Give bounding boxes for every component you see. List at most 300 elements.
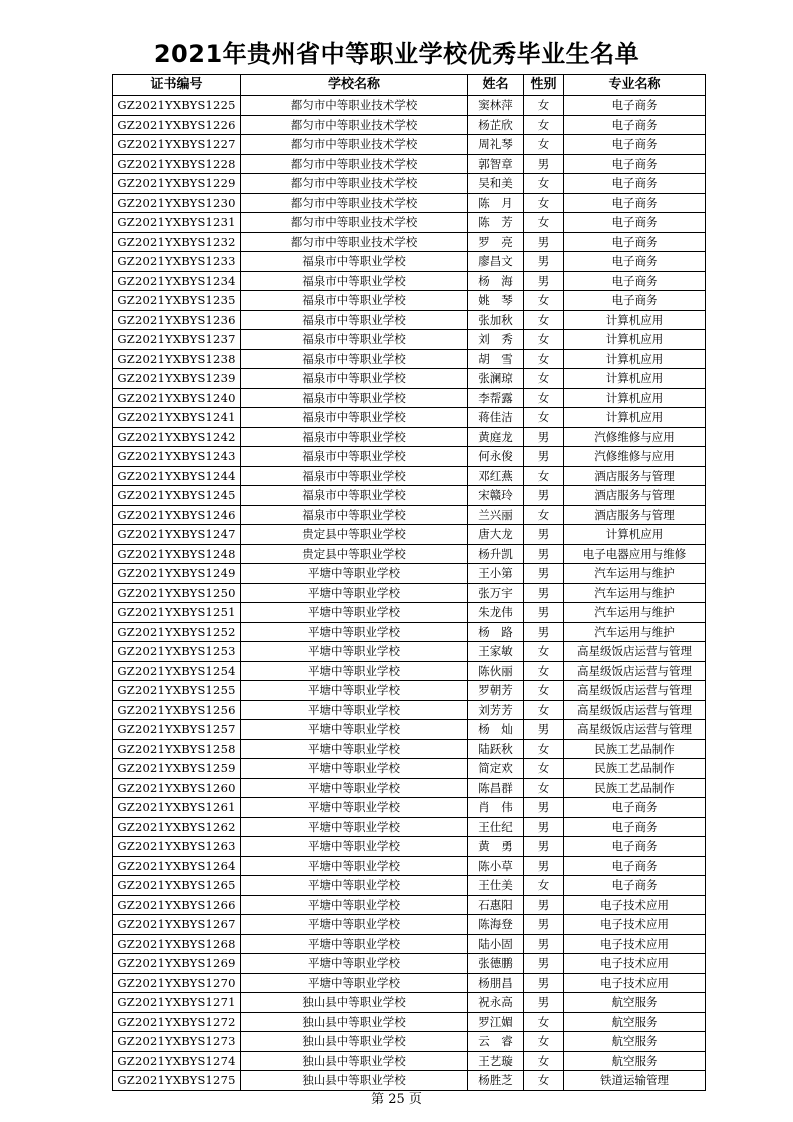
gender-cell: 女 <box>524 778 564 798</box>
school-name-cell: 平塘中等职业学校 <box>241 934 468 954</box>
major-cell: 电子商务 <box>564 174 706 194</box>
major-cell: 电子技术应用 <box>564 915 706 935</box>
cert-number-cell: GZ2021YXBYS1236 <box>113 310 241 330</box>
school-name-cell: 福泉市中等职业学校 <box>241 427 468 447</box>
school-name-cell: 平塘中等职业学校 <box>241 720 468 740</box>
student-name-cell: 唐大龙 <box>468 525 524 545</box>
gender-cell: 男 <box>524 837 564 857</box>
student-name-cell: 肖 伟 <box>468 798 524 818</box>
table-row <box>113 759 706 779</box>
school-name-cell: 平塘中等职业学校 <box>241 798 468 818</box>
table-row <box>113 720 706 740</box>
major-cell: 航空服务 <box>564 1051 706 1071</box>
student-name-cell: 王仕美 <box>468 876 524 896</box>
major-cell: 民族工艺品制作 <box>564 759 706 779</box>
cert-number-cell: GZ2021YXBYS1267 <box>113 915 241 935</box>
school-name-cell: 福泉市中等职业学校 <box>241 408 468 428</box>
cert-number-cell: GZ2021YXBYS1249 <box>113 564 241 584</box>
table-row <box>113 837 706 857</box>
student-name-cell: 陈昌群 <box>468 778 524 798</box>
cert-number-cell: GZ2021YXBYS1237 <box>113 330 241 350</box>
cert-number-cell: GZ2021YXBYS1270 <box>113 973 241 993</box>
header-student-name: 姓名 <box>468 75 524 96</box>
table-row <box>113 622 706 642</box>
student-name-cell: 黄 勇 <box>468 837 524 857</box>
school-name-cell: 福泉市中等职业学校 <box>241 291 468 311</box>
major-cell: 计算机应用 <box>564 369 706 389</box>
student-name-cell: 杨胜芝 <box>468 1071 524 1091</box>
cert-number-cell: GZ2021YXBYS1252 <box>113 622 241 642</box>
student-name-cell: 陈海登 <box>468 915 524 935</box>
student-name-cell: 陈伙丽 <box>468 661 524 681</box>
student-name-cell: 刘芳芳 <box>468 700 524 720</box>
table-row <box>113 252 706 272</box>
gender-cell: 男 <box>524 895 564 915</box>
student-name-cell: 黄庭龙 <box>468 427 524 447</box>
school-name-cell: 平塘中等职业学校 <box>241 603 468 623</box>
major-cell: 电子商务 <box>564 154 706 174</box>
major-cell: 汽车运用与维护 <box>564 622 706 642</box>
cert-number-cell: GZ2021YXBYS1244 <box>113 466 241 486</box>
gender-cell: 女 <box>524 505 564 525</box>
table-row <box>113 544 706 564</box>
table-row <box>113 876 706 896</box>
student-name-cell: 陈 月 <box>468 193 524 213</box>
gender-cell: 女 <box>524 135 564 155</box>
student-name-cell: 宋赣玲 <box>468 486 524 506</box>
table-row <box>113 993 706 1013</box>
school-name-cell: 平塘中等职业学校 <box>241 817 468 837</box>
student-name-cell: 郭智章 <box>468 154 524 174</box>
student-name-cell: 蒋佳洁 <box>468 408 524 428</box>
table-row <box>113 603 706 623</box>
school-name-cell: 独山县中等职业学校 <box>241 1051 468 1071</box>
student-name-cell: 张澜琼 <box>468 369 524 389</box>
major-cell: 电子商务 <box>564 876 706 896</box>
table-row <box>113 1012 706 1032</box>
cert-number-cell: GZ2021YXBYS1262 <box>113 817 241 837</box>
major-cell: 电子商务 <box>564 96 706 116</box>
major-cell: 电子商务 <box>564 817 706 837</box>
school-name-cell: 平塘中等职业学校 <box>241 661 468 681</box>
gender-cell: 女 <box>524 739 564 759</box>
student-name-cell: 邓红燕 <box>468 466 524 486</box>
gender-cell: 女 <box>524 291 564 311</box>
table-row <box>113 486 706 506</box>
major-cell: 高星级饭店运营与管理 <box>564 642 706 662</box>
gender-cell: 女 <box>524 349 564 369</box>
table-row <box>113 174 706 194</box>
header-cert-number: 证书编号 <box>113 75 241 96</box>
table-header-row <box>113 75 706 96</box>
student-name-cell: 罗朝芳 <box>468 681 524 701</box>
cert-number-cell: GZ2021YXBYS1235 <box>113 291 241 311</box>
cert-number-cell: GZ2021YXBYS1275 <box>113 1071 241 1091</box>
major-cell: 计算机应用 <box>564 408 706 428</box>
school-name-cell: 贵定县中等职业学校 <box>241 544 468 564</box>
table-row <box>113 408 706 428</box>
table-row <box>113 739 706 759</box>
school-name-cell: 福泉市中等职业学校 <box>241 271 468 291</box>
cert-number-cell: GZ2021YXBYS1255 <box>113 681 241 701</box>
cert-number-cell: GZ2021YXBYS1253 <box>113 642 241 662</box>
major-cell: 电子商务 <box>564 798 706 818</box>
major-cell: 酒店服务与管理 <box>564 486 706 506</box>
school-name-cell: 都匀市中等职业技术学校 <box>241 115 468 135</box>
cert-number-cell: GZ2021YXBYS1229 <box>113 174 241 194</box>
cert-number-cell: GZ2021YXBYS1241 <box>113 408 241 428</box>
table-row <box>113 564 706 584</box>
table-row <box>113 1051 706 1071</box>
gender-cell: 男 <box>524 232 564 252</box>
cert-number-cell: GZ2021YXBYS1261 <box>113 798 241 818</box>
major-cell: 汽车运用与维护 <box>564 583 706 603</box>
cert-number-cell: GZ2021YXBYS1240 <box>113 388 241 408</box>
major-cell: 电子商务 <box>564 193 706 213</box>
cert-number-cell: GZ2021YXBYS1272 <box>113 1012 241 1032</box>
table-row <box>113 817 706 837</box>
gender-cell: 女 <box>524 1032 564 1052</box>
table-row <box>113 1032 706 1052</box>
student-name-cell: 云 睿 <box>468 1032 524 1052</box>
table-row <box>113 193 706 213</box>
cert-number-cell: GZ2021YXBYS1268 <box>113 934 241 954</box>
school-name-cell: 都匀市中等职业技术学校 <box>241 232 468 252</box>
school-name-cell: 都匀市中等职业技术学校 <box>241 154 468 174</box>
cert-number-cell: GZ2021YXBYS1264 <box>113 856 241 876</box>
student-name-cell: 陈 芳 <box>468 213 524 233</box>
student-name-cell: 吴和美 <box>468 174 524 194</box>
cert-number-cell: GZ2021YXBYS1226 <box>113 115 241 135</box>
school-name-cell: 都匀市中等职业技术学校 <box>241 193 468 213</box>
major-cell: 计算机应用 <box>564 388 706 408</box>
table-row <box>113 96 706 116</box>
school-name-cell: 福泉市中等职业学校 <box>241 388 468 408</box>
gender-cell: 女 <box>524 642 564 662</box>
cert-number-cell: GZ2021YXBYS1232 <box>113 232 241 252</box>
gender-cell: 男 <box>524 447 564 467</box>
gender-cell: 女 <box>524 193 564 213</box>
table-row <box>113 954 706 974</box>
table-row <box>113 369 706 389</box>
school-name-cell: 都匀市中等职业技术学校 <box>241 174 468 194</box>
gender-cell: 女 <box>524 466 564 486</box>
table-row <box>113 895 706 915</box>
major-cell: 汽修维修与应用 <box>564 447 706 467</box>
table-row <box>113 661 706 681</box>
major-cell: 电子商务 <box>564 856 706 876</box>
student-name-cell: 窦林萍 <box>468 96 524 116</box>
table-row <box>113 681 706 701</box>
school-name-cell: 都匀市中等职业技术学校 <box>241 135 468 155</box>
gender-cell: 男 <box>524 915 564 935</box>
gender-cell: 男 <box>524 252 564 272</box>
cert-number-cell: GZ2021YXBYS1273 <box>113 1032 241 1052</box>
school-name-cell: 平塘中等职业学校 <box>241 895 468 915</box>
school-name-cell: 独山县中等职业学校 <box>241 993 468 1013</box>
gender-cell: 女 <box>524 1051 564 1071</box>
cert-number-cell: GZ2021YXBYS1230 <box>113 193 241 213</box>
school-name-cell: 都匀市中等职业技术学校 <box>241 213 468 233</box>
table-row <box>113 700 706 720</box>
cert-number-cell: GZ2021YXBYS1257 <box>113 720 241 740</box>
school-name-cell: 平塘中等职业学校 <box>241 778 468 798</box>
cert-number-cell: GZ2021YXBYS1246 <box>113 505 241 525</box>
gender-cell: 男 <box>524 954 564 974</box>
school-name-cell: 福泉市中等职业学校 <box>241 466 468 486</box>
table-row <box>113 135 706 155</box>
gender-cell: 女 <box>524 174 564 194</box>
major-cell: 电子商务 <box>564 213 706 233</box>
cert-number-cell: GZ2021YXBYS1274 <box>113 1051 241 1071</box>
school-name-cell: 独山县中等职业学校 <box>241 1012 468 1032</box>
gender-cell: 女 <box>524 310 564 330</box>
student-name-cell: 杨升凯 <box>468 544 524 564</box>
major-cell: 航空服务 <box>564 1012 706 1032</box>
gender-cell: 男 <box>524 525 564 545</box>
major-cell: 电子商务 <box>564 837 706 857</box>
gender-cell: 女 <box>524 388 564 408</box>
major-cell: 电子商务 <box>564 291 706 311</box>
major-cell: 电子商务 <box>564 271 706 291</box>
cert-number-cell: GZ2021YXBYS1239 <box>113 369 241 389</box>
school-name-cell: 独山县中等职业学校 <box>241 1032 468 1052</box>
major-cell: 电子技术应用 <box>564 934 706 954</box>
gender-cell: 女 <box>524 661 564 681</box>
student-name-cell: 罗江媚 <box>468 1012 524 1032</box>
cert-number-cell: GZ2021YXBYS1242 <box>113 427 241 447</box>
graduate-table <box>112 74 706 1091</box>
gender-cell: 男 <box>524 427 564 447</box>
major-cell: 高星级饭店运营与管理 <box>564 720 706 740</box>
school-name-cell: 平塘中等职业学校 <box>241 759 468 779</box>
school-name-cell: 福泉市中等职业学校 <box>241 505 468 525</box>
gender-cell: 女 <box>524 1071 564 1091</box>
major-cell: 航空服务 <box>564 1032 706 1052</box>
cert-number-cell: GZ2021YXBYS1271 <box>113 993 241 1013</box>
table-row <box>113 778 706 798</box>
major-cell: 计算机应用 <box>564 525 706 545</box>
table-row <box>113 154 706 174</box>
major-cell: 电子技术应用 <box>564 973 706 993</box>
gender-cell: 男 <box>524 544 564 564</box>
major-cell: 电子商务 <box>564 252 706 272</box>
table-row <box>113 525 706 545</box>
major-cell: 民族工艺品制作 <box>564 739 706 759</box>
table-row <box>113 447 706 467</box>
student-name-cell: 兰兴丽 <box>468 505 524 525</box>
student-name-cell: 李帮露 <box>468 388 524 408</box>
major-cell: 高星级饭店运营与管理 <box>564 700 706 720</box>
table-row <box>113 213 706 233</box>
gender-cell: 女 <box>524 681 564 701</box>
gender-cell: 女 <box>524 369 564 389</box>
student-name-cell: 王艺璇 <box>468 1051 524 1071</box>
school-name-cell: 平塘中等职业学校 <box>241 856 468 876</box>
cert-number-cell: GZ2021YXBYS1225 <box>113 96 241 116</box>
major-cell: 汽车运用与维护 <box>564 603 706 623</box>
school-name-cell: 平塘中等职业学校 <box>241 642 468 662</box>
cert-number-cell: GZ2021YXBYS1250 <box>113 583 241 603</box>
school-name-cell: 福泉市中等职业学校 <box>241 330 468 350</box>
gender-cell: 女 <box>524 700 564 720</box>
gender-cell: 男 <box>524 271 564 291</box>
student-name-cell: 何永俊 <box>468 447 524 467</box>
cert-number-cell: GZ2021YXBYS1259 <box>113 759 241 779</box>
header-school-name: 学校名称 <box>241 75 468 96</box>
major-cell: 电子技术应用 <box>564 954 706 974</box>
school-name-cell: 福泉市中等职业学校 <box>241 252 468 272</box>
cert-number-cell: GZ2021YXBYS1263 <box>113 837 241 857</box>
gender-cell: 男 <box>524 622 564 642</box>
student-name-cell: 周礼琴 <box>468 135 524 155</box>
major-cell: 汽修维修与应用 <box>564 427 706 447</box>
school-name-cell: 平塘中等职业学校 <box>241 739 468 759</box>
gender-cell: 女 <box>524 1012 564 1032</box>
student-name-cell: 杨朋昌 <box>468 973 524 993</box>
student-name-cell: 朱龙伟 <box>468 603 524 623</box>
cert-number-cell: GZ2021YXBYS1269 <box>113 954 241 974</box>
major-cell: 电子商务 <box>564 232 706 252</box>
student-name-cell: 陆跃秋 <box>468 739 524 759</box>
school-name-cell: 平塘中等职业学校 <box>241 954 468 974</box>
gender-cell: 男 <box>524 603 564 623</box>
cert-number-cell: GZ2021YXBYS1247 <box>113 525 241 545</box>
gender-cell: 男 <box>524 817 564 837</box>
gender-cell: 男 <box>524 154 564 174</box>
student-name-cell: 张加秋 <box>468 310 524 330</box>
cert-number-cell: GZ2021YXBYS1254 <box>113 661 241 681</box>
major-cell: 航空服务 <box>564 993 706 1013</box>
major-cell: 酒店服务与管理 <box>564 466 706 486</box>
table-row <box>113 642 706 662</box>
cert-number-cell: GZ2021YXBYS1228 <box>113 154 241 174</box>
table-row <box>113 388 706 408</box>
cert-number-cell: GZ2021YXBYS1238 <box>113 349 241 369</box>
major-cell: 高星级饭店运营与管理 <box>564 661 706 681</box>
school-name-cell: 平塘中等职业学校 <box>241 837 468 857</box>
major-cell: 电子电器应用与维修 <box>564 544 706 564</box>
page-number: 第 25 页 <box>371 1092 422 1107</box>
gender-cell: 女 <box>524 213 564 233</box>
gender-cell: 女 <box>524 115 564 135</box>
gender-cell: 男 <box>524 798 564 818</box>
table-row <box>113 427 706 447</box>
header-major: 专业名称 <box>564 75 706 96</box>
student-name-cell: 罗 亮 <box>468 232 524 252</box>
table-body <box>113 96 706 1091</box>
major-cell: 酒店服务与管理 <box>564 505 706 525</box>
cert-number-cell: GZ2021YXBYS1245 <box>113 486 241 506</box>
major-cell: 计算机应用 <box>564 310 706 330</box>
major-cell: 电子技术应用 <box>564 895 706 915</box>
table-row <box>113 583 706 603</box>
gender-cell: 男 <box>524 993 564 1013</box>
table-row <box>113 505 706 525</box>
school-name-cell: 贵定县中等职业学校 <box>241 525 468 545</box>
student-name-cell: 陆小固 <box>468 934 524 954</box>
cert-number-cell: GZ2021YXBYS1248 <box>113 544 241 564</box>
header-gender: 性别 <box>524 75 564 96</box>
student-name-cell: 姚 琴 <box>468 291 524 311</box>
school-name-cell: 平塘中等职业学校 <box>241 876 468 896</box>
table-row <box>113 115 706 135</box>
student-name-cell: 廖昌文 <box>468 252 524 272</box>
school-name-cell: 平塘中等职业学校 <box>241 564 468 584</box>
school-name-cell: 独山县中等职业学校 <box>241 1071 468 1091</box>
cert-number-cell: GZ2021YXBYS1251 <box>113 603 241 623</box>
table-row <box>113 310 706 330</box>
school-name-cell: 平塘中等职业学校 <box>241 915 468 935</box>
student-name-cell: 石惠阳 <box>468 895 524 915</box>
major-cell: 民族工艺品制作 <box>564 778 706 798</box>
major-cell: 电子商务 <box>564 115 706 135</box>
gender-cell: 男 <box>524 486 564 506</box>
student-name-cell: 张德鹏 <box>468 954 524 974</box>
major-cell: 铁道运输管理 <box>564 1071 706 1091</box>
student-name-cell: 张万宇 <box>468 583 524 603</box>
table-row <box>113 798 706 818</box>
school-name-cell: 平塘中等职业学校 <box>241 700 468 720</box>
cert-number-cell: GZ2021YXBYS1266 <box>113 895 241 915</box>
school-name-cell: 平塘中等职业学校 <box>241 583 468 603</box>
gender-cell: 男 <box>524 720 564 740</box>
gender-cell: 男 <box>524 973 564 993</box>
page-title: 2021年贵州省中等职业学校优秀毕业生名单 <box>153 40 640 68</box>
school-name-cell: 福泉市中等职业学校 <box>241 349 468 369</box>
major-cell: 汽车运用与维护 <box>564 564 706 584</box>
gender-cell: 女 <box>524 96 564 116</box>
student-name-cell: 杨 海 <box>468 271 524 291</box>
gender-cell: 女 <box>524 876 564 896</box>
table-row <box>113 291 706 311</box>
school-name-cell: 福泉市中等职业学校 <box>241 369 468 389</box>
student-name-cell: 王小第 <box>468 564 524 584</box>
student-name-cell: 陈小草 <box>468 856 524 876</box>
cert-number-cell: GZ2021YXBYS1233 <box>113 252 241 272</box>
school-name-cell: 福泉市中等职业学校 <box>241 486 468 506</box>
school-name-cell: 平塘中等职业学校 <box>241 681 468 701</box>
table-row <box>113 349 706 369</box>
gender-cell: 男 <box>524 564 564 584</box>
school-name-cell: 福泉市中等职业学校 <box>241 310 468 330</box>
cert-number-cell: GZ2021YXBYS1234 <box>113 271 241 291</box>
student-name-cell: 刘 秀 <box>468 330 524 350</box>
cert-number-cell: GZ2021YXBYS1256 <box>113 700 241 720</box>
student-name-cell: 王家敏 <box>468 642 524 662</box>
table-row <box>113 934 706 954</box>
gender-cell: 女 <box>524 330 564 350</box>
gender-cell: 男 <box>524 856 564 876</box>
major-cell: 电子商务 <box>564 135 706 155</box>
major-cell: 计算机应用 <box>564 330 706 350</box>
school-name-cell: 福泉市中等职业学校 <box>241 447 468 467</box>
gender-cell: 男 <box>524 934 564 954</box>
student-name-cell: 杨芷欣 <box>468 115 524 135</box>
table-row <box>113 973 706 993</box>
gender-cell: 女 <box>524 759 564 779</box>
cert-number-cell: GZ2021YXBYS1243 <box>113 447 241 467</box>
major-cell: 高星级饭店运营与管理 <box>564 681 706 701</box>
student-name-cell: 祝永高 <box>468 993 524 1013</box>
student-name-cell: 杨 灿 <box>468 720 524 740</box>
gender-cell: 女 <box>524 408 564 428</box>
school-name-cell: 平塘中等职业学校 <box>241 622 468 642</box>
student-name-cell: 王仕纪 <box>468 817 524 837</box>
table-row <box>113 915 706 935</box>
student-name-cell: 杨 路 <box>468 622 524 642</box>
major-cell: 计算机应用 <box>564 349 706 369</box>
